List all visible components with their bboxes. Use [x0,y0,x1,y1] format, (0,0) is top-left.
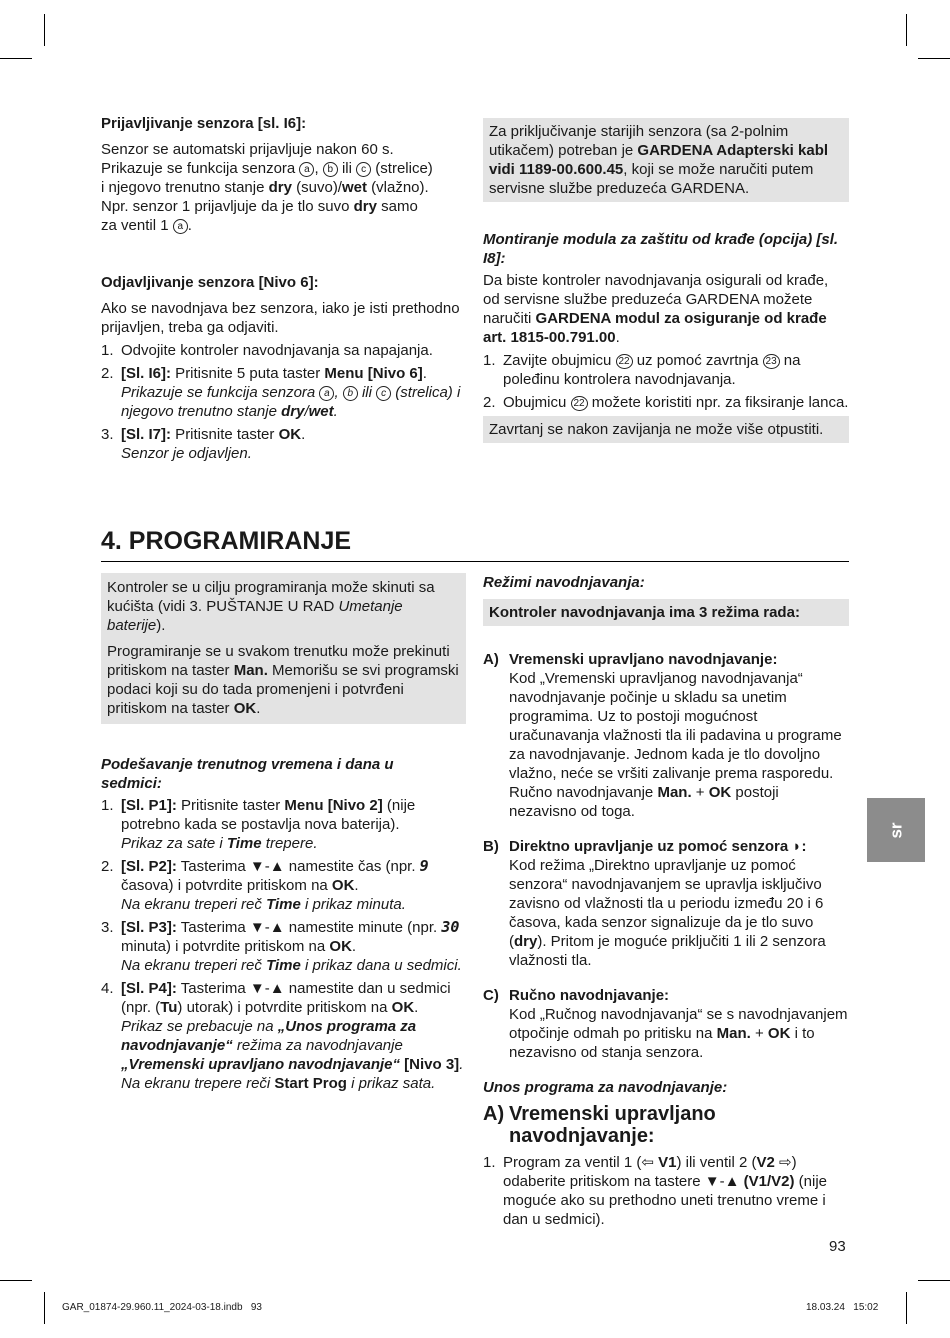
time-steps [101,796,466,1093]
list-item: 4. [Sl. P4]: Tasterima ▼-▲ namestite dan u sedmici (npr. (Tu) utorak) i potvrdite pritiskom na OK. Prikaz se prebacuje na „Unos programa za navodnjavanje“ režima za navodnjavanje „Vremenski upravljano navodnjavanje“ [Nivo 3]. Na ekranu trepere reči Start Prog i prikaz sata. [101,980,464,1092]
circle-a-icon: a [299,162,314,177]
circle-b-icon: b [323,162,338,177]
modes-box: Kontroler navodnjavanja ima 3 režima rada: [483,599,849,626]
list-item: 1. Zavijte obujmicu 22 uz pomoć zavrtnja 23 na poleđinu kontrolera navodnjavanja. [483,352,801,388]
circle-b-icon: b [343,386,358,401]
list-item: C) Ručno navodnjavanje: Kod „Ručnog navodnjavanja“ se s navodnjavanjem otpočinje odmah po pritisku na Man. + OK i to nezavisno od stanja senzora. [483,987,848,1061]
modes-list [483,650,849,1062]
list-item: 2. Obujmicu 22 možete koristiti npr. za fiksiranje lanca. [483,394,849,411]
list-item: 1. Odvojite kontroler navodnjavanja sa napajanja. [101,342,433,359]
circle-c-icon: c [376,386,391,401]
page-number: 93 [829,1238,846,1255]
crop-mark [918,58,950,59]
language-label: sr [886,821,906,839]
list-item: B) Direktno upravljanje uz pomoć senzora ◗: Kod režima „Direktno upravljanje uz pomoć senzora“ navodnjavanjem se upravlja isključivo zavisno od vlažnosti tla u periodu između 20 i 6 časova, kada senzor signalizuje da je tlo suvo (dry). Pritom je moguće priključiti 1 ili 2 senzora vlažnosti tla. [483,838,826,969]
section-rule [101,561,849,562]
list-item: 3. [Sl. P3]: Tasterima ▼-▲ namestite minute (npr. 30 minuta) i potvrdite pritiskom na OK. Na ekranu treperi reč Time i prikaz dana u sedmici. [101,918,462,974]
program-heading: A) Vremenski upravljano navodnjavanje: [483,1103,716,1147]
adapter-note: Za priključivanje starijih senzora (sa 2-polnim utikačem) potreban je GARDENA Adapterski kabl vidi 1189-00.600.45, koji se može naručiti putem servisne službe preduzeća GARDENA. [483,118,849,202]
unregister-steps [101,341,466,463]
crop-mark [0,58,32,59]
programming-info-box: Kontroler se u cilju programiranja može skinuti sa kućišta (vidi 3. PUŠTANJE U RAD Umetanje baterije). Programiranje se u svakom trenutku može prekinuti pritiskom na taster Man. Memorišu se svi programski podaci koji su do tada promenjeni i potvrđeni pritiskom na taster OK. [101,573,466,724]
screw-note: Zavrtanj se nakon zavijanja ne može više otpustiti. [483,416,849,443]
theft-title: Montiranje modula za zaštitu od krađe (opcija) [sl. I8]: [483,231,839,267]
crop-mark [918,1280,950,1281]
unregister-intro: Ako se navodnjava bez senzora, iako je isti prethodno prijavljen, treba ga odjaviti. [101,300,460,336]
language-tab [867,798,925,862]
list-item: 3. [Sl. I7]: Pritisnite taster OK. Senzor je odjavljen. [101,426,306,462]
footer-date: 18.03.24 15:02 [806,1302,879,1313]
left-top-column [101,114,466,467]
crop-mark [44,1292,45,1324]
section-title: 4. PROGRAMIRANJE [101,527,352,555]
crop-mark [906,1292,907,1324]
modes-title: Režimi navodnjavanja: [483,574,645,591]
list-item: 2. [Sl. I6]: Pritisnite 5 puta taster Menu [Nivo 6]. Prikazuje se funkcija senzora a , b ili c (strelica) i njegovo trenutno stanje dry/wet. [101,365,461,420]
crop-mark [906,14,907,46]
crop-mark [44,14,45,46]
program-steps [483,1153,849,1229]
register-title: Prijavljivanje senzora [sl. I6]: [101,115,307,132]
register-text: Senzor se automatski prijavljuje nakon 60 s. Prikazuje se funkcija senzora a , b ili c (strelice) i njegovo trenutno stanje dry (suvo)/wet (vlažno). Npr. senzor 1 prijavljuje da je tlo suvo dry samo za ventil 1 a . [101,141,433,234]
list-item: 2. [Sl. P2]: Tasterima ▼-▲ namestite čas (npr. 9 časova) i potvrdite pritiskom na OK. Na ekranu treperi reč Time i prikaz minuta. [101,857,429,913]
circle-a-icon: a [319,386,334,401]
program-title: Unos programa za navodnjavanje: [483,1079,728,1096]
left-bottom-column [101,573,466,1097]
crop-mark [0,1280,32,1281]
theft-text: Da biste kontroler navodnjavanja osigurali od krađe, od servisne službe preduzeća GARDENA možete naručiti GARDENA modul za osiguranje od krađe art. 1815-00.791.00. [483,272,829,346]
part-22-icon: 22 [571,396,588,411]
unregister-title: Odjavljivanje senzora [Nivo 6]: [101,274,319,291]
theft-steps [483,351,849,412]
part-22-icon: 22 [616,354,633,369]
time-title: Podešavanje trenutnog vremena i dana u sedmici: [101,756,394,792]
right-bottom-column [483,573,849,1233]
list-item: 1. Program za ventil 1 (⇦ V1) ili ventil 2 (V2 ⇨) odaberite pritiskom na tastere ▼-▲ (V1/V2) (nije moguće ako su prethodno uneti trenutno vreme i dan u sedmici). [483,1154,827,1228]
right-top-column [483,118,849,443]
list-item: A) Vremenski upravljano navodnjavanje: Kod „Vremenski upravljanog navodnjavanja“ navodnjavanje počinje u skladu sa unetim programima. Uz to postoji mogućnost uračunavanja vlažnosti tla ili padavina u programe za navodnjavanje. Jednom kada je tlo dovoljno vlažno, neće se vršiti zalivanje prema rasporedu. Ručno navodnjavanje Man. + OK postoji nezavisno od toga. [483,651,842,820]
footer-file: GAR_01874-29.960.11_2024-03-18.indb 93 [62,1302,262,1313]
list-item: 1. [Sl. P1]: Pritisnite taster Menu [Nivo 2] (nije potrebno kada se postavlja nova baterija). Prikaz za sate i Time trepere. [101,797,416,852]
circle-c-icon: c [356,162,371,177]
part-23-icon: 23 [763,354,780,369]
circle-a-icon: a [173,219,188,234]
